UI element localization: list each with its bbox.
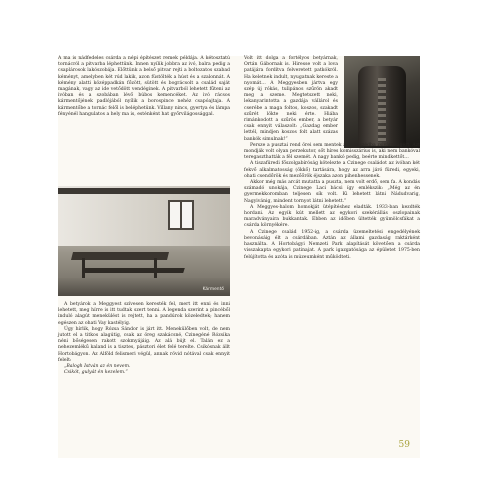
photo-beam bbox=[58, 188, 230, 194]
paragraph: A betyárok a Meggyest szívesen keresték fel, mert itt enni és inni lehetett, meg hírre is itt tudtak szert tenni. A legenda szerint a pincéből induló alagút menekülést is rejtett, ha a pandúrok közeledtek; hanem egészen az ohati Vay kastélyig. bbox=[58, 302, 230, 326]
photo-bench bbox=[83, 268, 185, 273]
paragraph: Úgy hírlik, hogy Rózsa Sándor is járt itt. Menekülőben volt, de nem jutott el a titkos alagútig, csak az öreg szakácsné, Czinegéné Rózsika néni bőségesen rakott szokmyájáig. Az alá bújt el. Talán ez a nehezemlékű kaland is a tisztes, pásztori élet felé terelte. Csikósnak állt Hortobágyon. Az Alföld felismeri végül, annak rövid nótával csak ennyit felelt: bbox=[58, 326, 230, 363]
left-column-continued bbox=[58, 302, 230, 376]
karmento-photo bbox=[58, 186, 230, 296]
paragraph: Akkor még más arcát mutatta a puszta, nem volt erdő, sem fa. A kondás számadó unokája, Czinege Laci bácsi így emlékszik: „Még az én gyermekkoromban teljesen sík volt. Ki lehetett látni Nádudvarig, Nagyivánig, mindent tornyot látni lehetett.” bbox=[244, 180, 420, 204]
paragraph: A Meggyes-halom homokját ütépítéshez eladták. 1933-ban kezdték hordani. Az egyik kút mellett az egykori szekérállás oszlopainak maradványaira bukkantak. Ebben az időben ültették gyümölcsfákat a csárda környékére. bbox=[244, 204, 420, 229]
paragraph: Persze a pusztai rend örei sem mentek a szomszédba zsiványságért. Azt mondják volt olyan perzekutor, sőt híres komisszárius is, aki nem bankóval teregaszthatták a fél szemét. A nagy bankó pedig, beérte mindkettőt… bbox=[244, 142, 420, 161]
book-page bbox=[58, 56, 420, 458]
left-column bbox=[58, 56, 230, 118]
paragraph: A ma is nádfedeles csárda a népi építészet remek példája. A kétosztatú tornácról a pitvarba léphettünk. Innen nyílik jobbra az ivó, balra pedig a csaplárosok lakószobája. Előttünk a belső pitvar rejti a boltozatos szabad kéményt, amelyben két rúd lakik, azon füstölték a húst és a szalonnát. A kémény alatti középpadkán főzött, sütött és bográcsolt a család saját magának, vagy az ide vetődött vendéginek. A pitvarból lehetett fűteni az ivóban és a szobában lévő búbos kemencéket. Az ivó rácsos kármentőjének padlójából nyílik a borospince nehéz csapóajtaja. A kármentőbe a tornác felől is beléphetünk. Villany nincs, gyertya és lámpa fényénél hangulatos a hely ma is, esténként hat győrvilágossággal. bbox=[58, 56, 230, 117]
verse-line: „Balogh István az én nevem. bbox=[64, 364, 131, 370]
paragraph: Volt itt dolga a fortélyos betyárnak, Ortán Gábornak is. Hiresse volt a lova patájára fordítva felveretett patkókról. Ha keletnek indult, nyugatnak kereste a nyomát… A Meggyesben jártva egy szép új rókás, tulipános szűrön akadt meg a szeme. Megtetszett neki, lekanyarintotta a gazdája vállárol és cserébe a maga foltos, koszos, szakadt szűrét lökte neki érte. Hiába rimánkodott a szűrös ember, a betyár csak ennyit válaszolt: „Gazdag ember lettél, mindjen koszos folt alatt százas bankók simulnak!” bbox=[244, 56, 338, 142]
paragraph: A tiszafüredi főszolgabíróság kötelezte a Czinege családot az ivóban két fekvő alkalmatosság (ökkő) tartására, hogy az arra járó füredi, egyeki, ohati csendőrök és mezőőrök éjszaka azon pihenhessenek. bbox=[244, 161, 420, 179]
photo-wall bbox=[58, 186, 230, 246]
photo-caption: Kármentő bbox=[202, 287, 224, 292]
right-column bbox=[244, 56, 420, 261]
verse-line: Csikót, gulyát én kezelem.” bbox=[64, 370, 128, 376]
photo-window bbox=[168, 200, 194, 230]
page-number: 59 bbox=[398, 440, 410, 450]
paragraph: A Czinege család 1952-ig, a csárda üzemeltetési engedélyének bevonásáig élt a csárdában. Aztán az állami gazdaság raktárként használta. A Hortobágyi Nemzeti Park alapítását követően a csárda visszakapta egykori patinajat. A park igazgatósága az épületet 1975-ben felújította és azóta is múzeumként működteti. bbox=[244, 229, 420, 260]
